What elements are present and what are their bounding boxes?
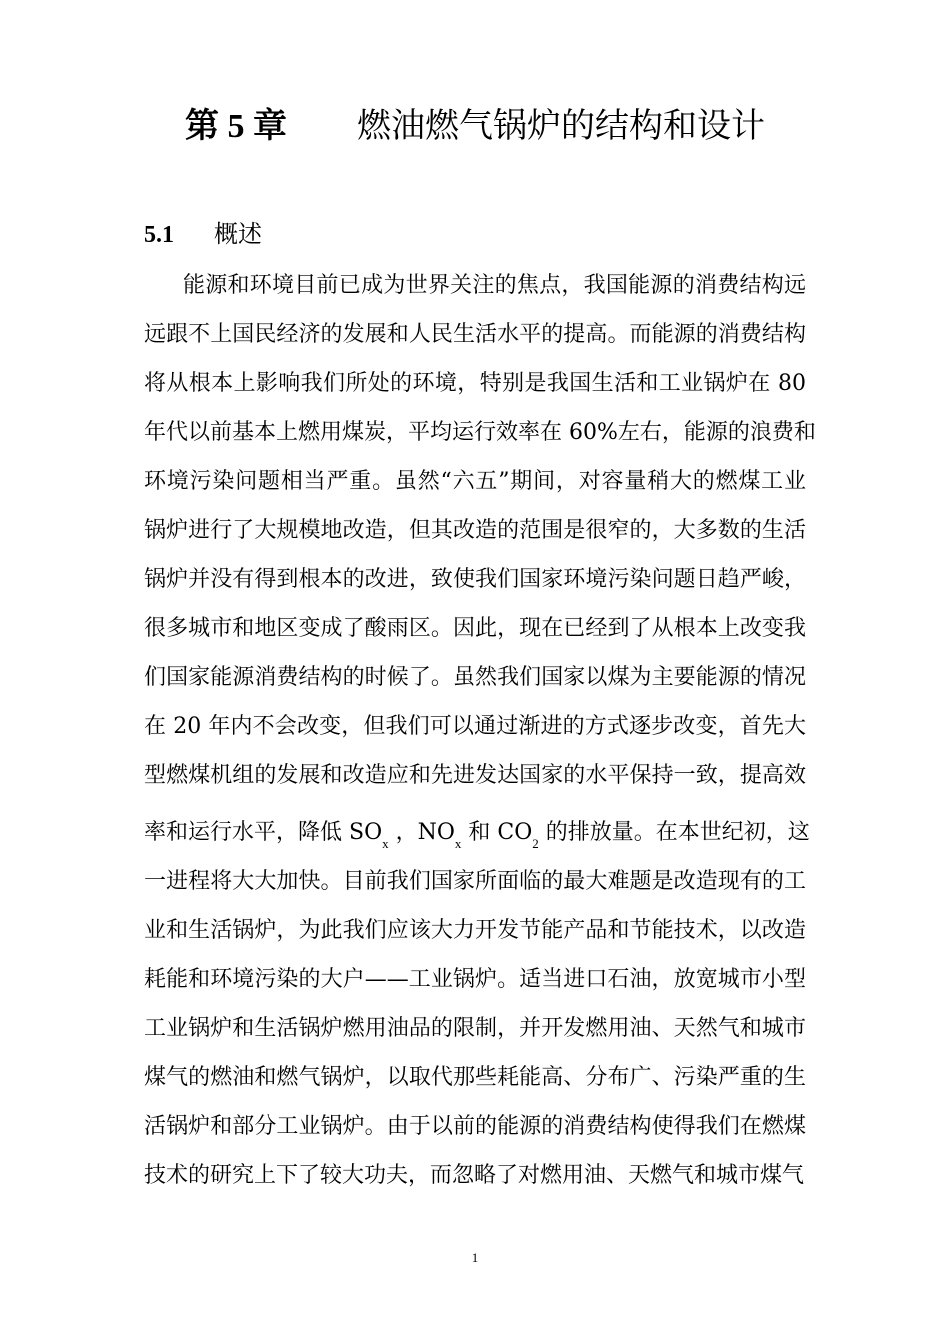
paragraph-line: 们国家能源消费结构的时候了。虽然我们国家以煤为主要能源的情况 [144, 665, 806, 690]
emissions-suffix: 的排放量。在本世纪初，这 [538, 820, 810, 845]
section-title: 概述 [214, 220, 262, 248]
paragraph-line: 工业锅炉和生活锅炉燃用油品的限制，并开发燃用油、天然气和城市 [144, 1016, 806, 1041]
so-subscript: x [382, 836, 389, 851]
paragraph-line: 锅炉并没有得到根本的改进，致使我们国家环境污染问题日趋严峻， [144, 567, 806, 592]
section-number: 5.1 [144, 222, 174, 248]
emissions-mid-1: ，NO [388, 820, 455, 845]
emissions-mid-2: 和 CO [461, 820, 533, 845]
paragraph-line: 年代以前基本上燃用煤炭，平均运行效率在 60%左右，能源的浪费和 [144, 420, 816, 445]
paragraph-line: 型燃煤机组的发展和改造应和先进发达国家的水平保持一致，提高效 [144, 763, 806, 788]
chapter-title [0, 100, 950, 153]
paragraph-line: 技术的研究上下了较大功夫，而忽略了对燃用油、天燃气和城市煤气 [144, 1163, 805, 1188]
paragraph-line: 在 20 年内不会改变，但我们可以通过渐进的方式逐步改变，首先大 [144, 714, 806, 739]
paragraph-line: 煤气的燃油和燃气锅炉，以取代那些耗能高、分布广、污染严重的生 [144, 1065, 806, 1090]
chapter-title-text: 燃油燃气锅炉的结构和设计 [357, 106, 765, 146]
paragraph-line: 耗能和环境污染的大户——工业锅炉。适当进口石油，放宽城市小型 [144, 967, 806, 992]
paragraph-line: 活锅炉和部分工业锅炉。由于以前的能源的消费结构使得我们在燃煤 [144, 1114, 806, 1139]
paragraph-line: 锅炉进行了大规模地改造，但其改造的范围是很窄的，大多数的生活 [144, 518, 806, 543]
co-subscript: 2 [532, 836, 539, 851]
paragraph-line: 环境污染问题相当严重。虽然“六五”期间，对容量稍大的燃煤工业 [144, 469, 806, 494]
no-subscript: x [454, 836, 462, 851]
paragraph-line: 很多城市和地区变成了酸雨区。因此，现在已经到了从根本上改变我 [144, 616, 806, 641]
paragraph-line: 能源和环境目前已成为世界关注的焦点，我国能源的消费结构远 [183, 273, 806, 298]
paragraph-line: 一进程将大大加快。目前我们国家所面临的最大难题是改造现有的工 [144, 869, 806, 894]
section-heading [144, 216, 262, 253]
page-number: 1 [471, 1250, 479, 1265]
paragraph-line: 将从根本上影响我们所处的环境，特别是我国生活和工业锅炉在 80 [144, 371, 806, 396]
paragraph-line: 远跟不上国民经济的发展和人民生活水平的提高。而能源的消费结构 [144, 322, 806, 347]
chapter-number: 第 5 章 [185, 108, 287, 145]
paragraph-line-emissions [144, 813, 810, 853]
emissions-prefix: 率和运行水平，降低 SO [144, 820, 383, 845]
paragraph-line: 业和生活锅炉，为此我们应该大力开发节能产品和节能技术，以改造 [144, 918, 806, 943]
